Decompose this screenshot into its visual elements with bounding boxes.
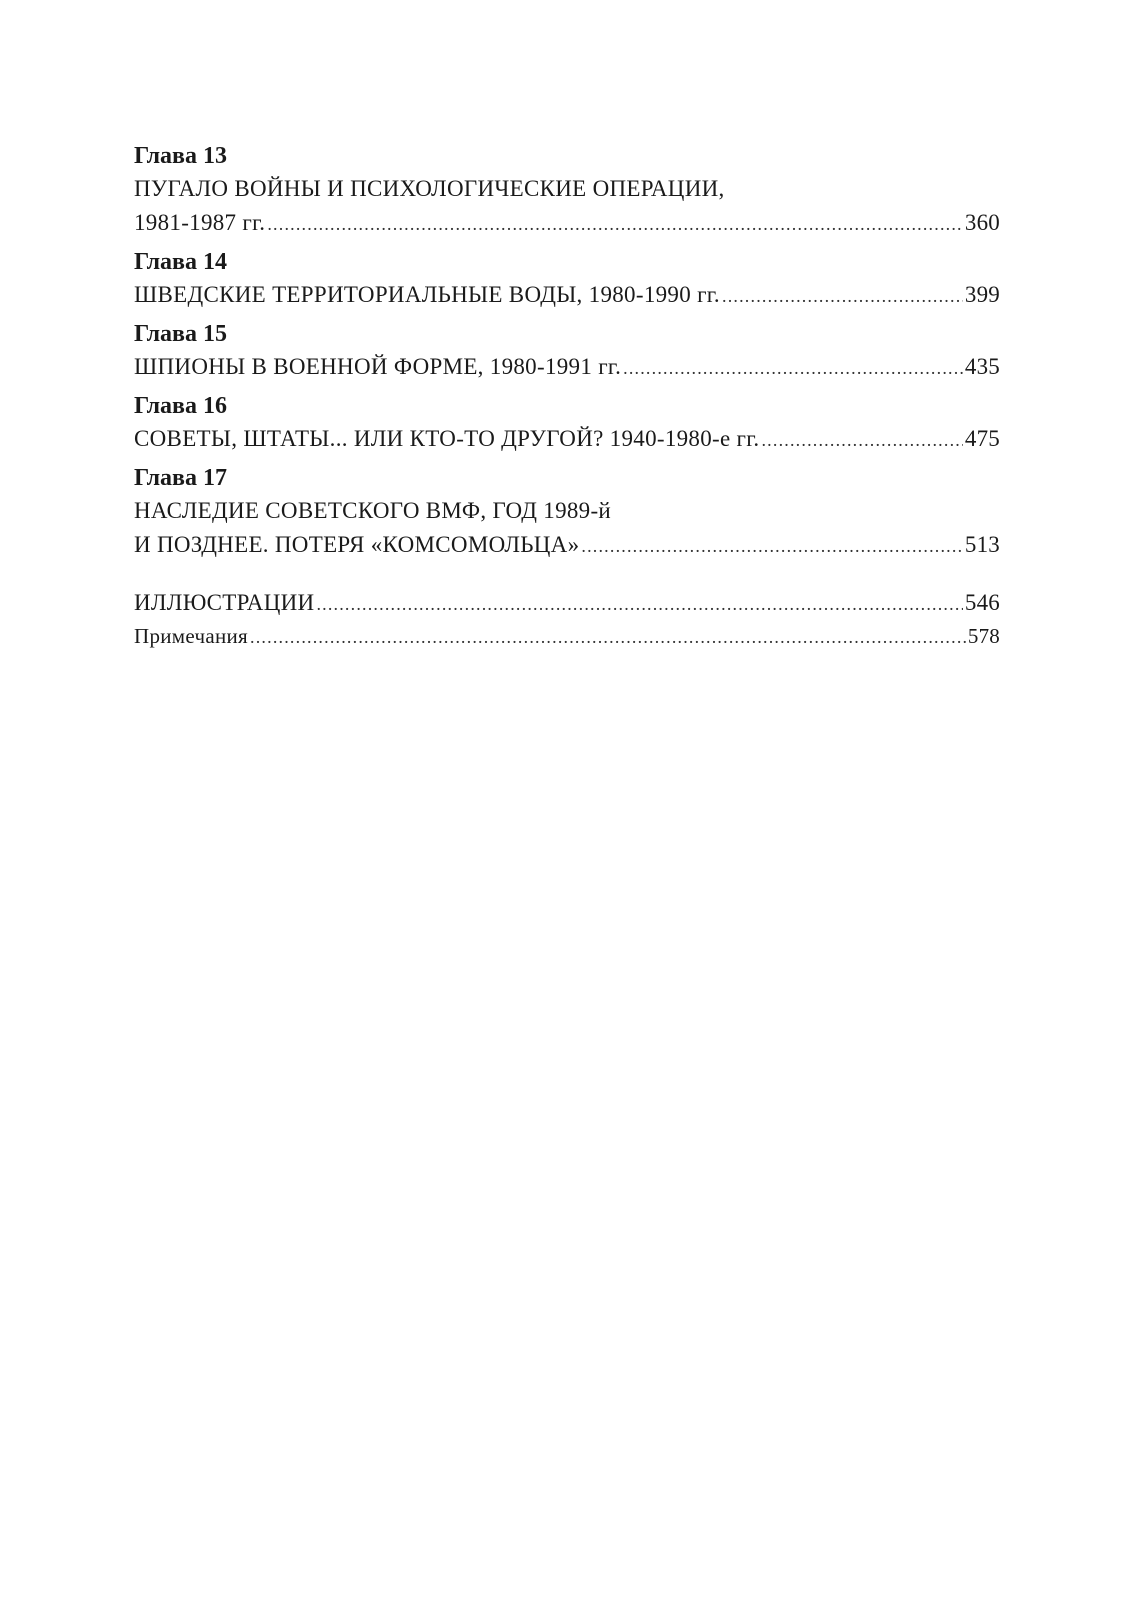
- section-gap: [134, 568, 1000, 586]
- chapter-title-line: СОВЕТЫ, ШТАТЫ... ИЛИ КТО-ТО ДРУГОЙ? 1940-1980-е гг.: [134, 426, 760, 451]
- toc-entry-line[interactable]: [134, 278, 1000, 312]
- toc-entry-line[interactable]: [134, 350, 1000, 384]
- table-of-contents: [134, 140, 1000, 652]
- dot-leader: [761, 423, 962, 457]
- dot-leader: [623, 351, 963, 385]
- chapter-title-line: НАСЛЕДИЕ СОВЕТСКОГО ВМФ, ГОД 1989-й: [134, 498, 612, 523]
- chapter-title-line: ПУГАЛО ВОЙНЫ И ПСИХОЛОГИЧЕСКИЕ ОПЕРАЦИИ,: [134, 176, 725, 201]
- page-number: 578: [967, 624, 1000, 648]
- toc-chapter-15: [134, 318, 1000, 384]
- chapter-title-line: 1981-1987 гг.: [134, 210, 266, 235]
- toc-chapter-14: [134, 246, 1000, 312]
- toc-chapter-16: [134, 390, 1000, 456]
- chapter-title-line: И ПОЗДНЕЕ. ПОТЕРЯ «КОМСОМОЛЬЦА»: [134, 532, 580, 557]
- toc-entry-line[interactable]: [134, 528, 1000, 562]
- page-number: 399: [964, 282, 1000, 307]
- chapter-label: Глава 16: [134, 393, 227, 419]
- toc-chapter-17: [134, 462, 1000, 562]
- toc-entry-line[interactable]: [134, 422, 1000, 456]
- page-number: 475: [964, 426, 1000, 451]
- dot-leader: [316, 587, 962, 621]
- dot-leader: [722, 279, 963, 313]
- toc-entry-illustrations[interactable]: [134, 586, 1000, 620]
- chapter-label: Глава 17: [134, 465, 227, 491]
- page-number: 360: [964, 210, 1000, 235]
- entry-title: ИЛЛЮСТРАЦИИ: [134, 590, 315, 615]
- toc-entry-notes[interactable]: [134, 620, 1000, 652]
- toc-chapter-13: [134, 140, 1000, 240]
- chapter-label: Глава 13: [134, 143, 227, 169]
- toc-entry-line[interactable]: [134, 206, 1000, 240]
- dot-leader: [267, 207, 963, 241]
- chapter-label: Глава 14: [134, 249, 227, 275]
- dot-leader: [581, 529, 963, 563]
- chapter-title-line: ШПИОНЫ В ВОЕННОЙ ФОРМЕ, 1980-1991 гг.: [134, 354, 622, 379]
- page-number: 513: [964, 532, 1000, 557]
- page-number: 546: [964, 590, 1000, 615]
- chapter-label: Глава 15: [134, 321, 227, 347]
- dot-leader: [250, 621, 966, 653]
- page-number: 435: [964, 354, 1000, 379]
- entry-title: Примечания: [134, 624, 249, 648]
- chapter-title-line: ШВЕДСКИЕ ТЕРРИТОРИАЛЬНЫЕ ВОДЫ, 1980-1990 гг.: [134, 282, 720, 307]
